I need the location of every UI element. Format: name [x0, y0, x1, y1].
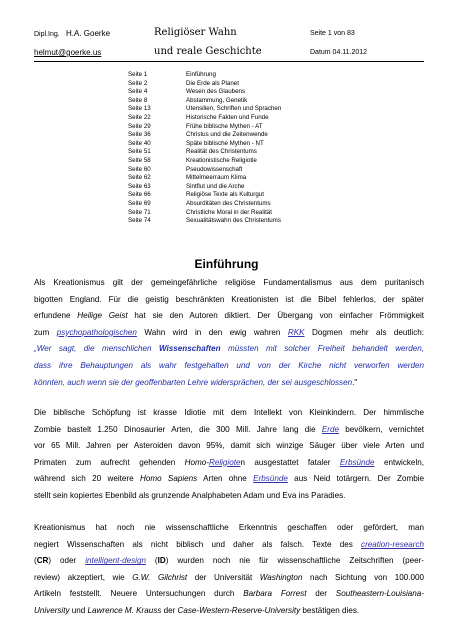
toc-page: Seite 29: [128, 122, 151, 130]
text-line: Die biblische Schöpfung ist krasse Idiotie mit dem Intellekt von Kleinkindern. Der himmlische: [34, 408, 424, 417]
document-date: Datum 04.11.2012: [310, 49, 368, 56]
toc-page: Seite 63: [128, 182, 151, 190]
text-span: Case-Western-Reserve-University: [177, 605, 301, 615]
text-span: und: [69, 605, 88, 615]
text-span: Homo Sapiens: [139, 474, 198, 484]
toc-page: Seite 4: [128, 88, 148, 96]
toc-page: Seite 62: [128, 174, 151, 182]
toc-title: Absurditäten des Christentums: [186, 199, 271, 207]
erbsuende-link[interactable]: Erbsünde: [339, 457, 375, 467]
toc-page: Seite 8: [128, 96, 148, 104]
toc-title: Späte biblische Mythen - NT: [186, 139, 264, 147]
text-span: Barbara Forrest: [243, 589, 307, 599]
text-span: während sich 20 weitere: [34, 474, 140, 484]
text-line: [34, 455, 424, 472]
text-span: Homo-: [184, 457, 209, 467]
toc-title: Frühe biblische Mythen - AT: [186, 122, 263, 130]
text-span: der Universität: [187, 572, 260, 582]
erbsuende-link[interactable]: Erbsünde: [253, 474, 288, 484]
page-info: Seite 1 von 83: [310, 30, 355, 37]
toc-title: Abstammung, Genetik: [186, 96, 248, 104]
text-span: .": [352, 377, 358, 387]
text-span: der: [306, 589, 336, 599]
section-heading: Einführung: [194, 257, 259, 271]
paragraph-creation: [34, 405, 424, 505]
text-line: [34, 471, 424, 488]
toc-title: Historische Fakten und Funde: [186, 113, 269, 121]
text-span: Wahn wird in den ewig wahren: [136, 327, 288, 337]
text-line: [34, 570, 424, 587]
text-span: review) akzeptiert, wie: [34, 572, 133, 582]
paragraph-intro: [34, 275, 424, 391]
toc-page: Seite 66: [128, 191, 151, 199]
text-span: aus Neid totärgern. Der Zombie: [287, 474, 424, 484]
text-span: Dogmen mehr als deutlich:: [304, 327, 424, 337]
toc-title: Die Erde als Planet: [186, 79, 239, 87]
toc-title: Religiöse Texte als Kulturgut: [186, 191, 264, 199]
text-span: hat sie den Autoren diktiert. Der Übergang von einfacher Frömmigkeit: [127, 311, 424, 321]
toc-page: Seite 1: [128, 71, 148, 78]
text-line: [34, 537, 424, 554]
text-span: Artikeln feststellt. Neuere Untersuchungen durch: [34, 589, 244, 599]
text-line: [34, 603, 424, 620]
toc-page: Seite 74: [128, 217, 151, 225]
quote-line: [34, 375, 424, 392]
document-title-line2: und reale Geschichte: [154, 46, 262, 57]
text-span: Wissenschaften: [158, 344, 221, 354]
text-line: [34, 553, 424, 570]
erde-link[interactable]: Erde: [321, 424, 339, 434]
quote-line: dass ihre Behauptungen als wahr festgehalten und von der Kirche nicht verworfen werden: [34, 360, 424, 370]
header-row-2: [34, 46, 424, 60]
header-row-1: [34, 27, 424, 41]
quote-line: [34, 341, 424, 358]
text-span: nach Sichtung von 100.000: [302, 572, 424, 582]
text-span: Heilige Geist: [77, 311, 128, 321]
text-span: bestätigen dies.: [300, 605, 360, 615]
text-span: Washington: [259, 572, 303, 582]
text-span: G.W. Gilchrist: [132, 572, 188, 582]
text-line: [34, 586, 424, 603]
text-span: Arten ohne: [197, 474, 254, 484]
text-line: bigotten England. Für die geistig beschränkten Kreationisten ist die Bibel fehlerlos, der später: [34, 294, 424, 304]
text-span: University: [34, 605, 70, 615]
toc-title: Realität des Christentums: [186, 148, 257, 156]
intelligent-design-link[interactable]: intelligent-design: [85, 556, 146, 566]
author-prefix: Dipl.Ing.: [34, 31, 60, 38]
toc-title: Kreationistische Religiotie: [186, 156, 257, 164]
text-span: ) wurden noch nie für wissenschaftliche Zeitschriften (peer-: [165, 556, 424, 566]
toc-page: Seite 71: [128, 208, 151, 216]
toc-title: Christus und die Zeitenwende: [186, 131, 268, 139]
toc-title: Wesen des Glaubens: [186, 88, 246, 96]
toc-page: Seite 60: [128, 165, 151, 173]
email-link[interactable]: helmut@goerke.us: [34, 48, 102, 57]
toc-page: Seite 40: [128, 139, 151, 147]
text-line: vor 65 Mill. Jahren per Asteroiden davon 95%, damit sich winzige Säuger über viele Arten und: [34, 441, 424, 451]
text-span: Zombie bastelt 1.250 Dinosaurier Arten, die 300 Mill. Jahre lang die: [34, 424, 322, 434]
text-span: n ausgestattet fataler: [240, 457, 340, 467]
religiote-link[interactable]: Religiote: [208, 457, 241, 467]
toc-title: Sexualitätswahn des Christentums: [186, 217, 281, 225]
toc-title: Mittelmeerraum Klima: [186, 174, 247, 182]
toc-page: Seite 2: [128, 79, 148, 87]
toc-page: Seite 22: [128, 113, 151, 121]
text-span: ID: [157, 556, 166, 566]
text-span: der: [161, 605, 178, 615]
text-span: Lawrence M. Krauss: [87, 605, 162, 615]
text-span: zum: [34, 327, 57, 337]
creation-research-link[interactable]: creation-research: [361, 539, 424, 549]
psychopathologischen-link[interactable]: psychopathologischen: [56, 327, 137, 337]
toc-title: Pseudowissenschaft: [186, 165, 243, 173]
toc-page: Seite 36: [128, 131, 151, 139]
text-line: stellt sein kopiertes Ebenbild als grunzende Analphabeten Adam und Eva ins Paradies.: [34, 490, 346, 500]
toc-page: Seite 51: [128, 148, 151, 156]
header-divider: [34, 61, 424, 62]
document-title-line1: Religiöser Wahn: [154, 27, 237, 38]
text-span: „Wer sagt, die menschlichen: [34, 344, 159, 354]
toc-title: Sintflut und die Arche: [186, 182, 245, 190]
text-line: Kreationismus hat noch nie wissenschaftliche Erkenntnis geschaffen oder gefördert, man: [34, 523, 424, 532]
text-span: könnten, auch wenn sie der geoffenbarten Lehre widersprächen, der sei ausgeschlossen: [34, 377, 353, 387]
toc-title: Christliche Moral in der Realität: [186, 208, 272, 216]
toc-title: Utensilien, Schriften und Sprachen: [186, 105, 282, 113]
text-line: Als Kreationismus gilt der gemeingefährliche religiöse Fundamentalismus aus dem puritanisch: [34, 278, 424, 287]
text-line: [34, 422, 424, 439]
text-span: entwickeln,: [374, 457, 424, 467]
paragraph-science: [34, 520, 424, 620]
toc-page: Seite 58: [128, 156, 151, 164]
text-span: CR: [36, 556, 49, 566]
text-span: erfundene: [34, 311, 78, 321]
author-name: H.A. Goerke: [66, 29, 111, 38]
text-line: [34, 308, 424, 325]
text-span: negiert Wissenschaften als nicht biblisch und daher als falsch. Texte des: [34, 539, 362, 549]
text-span: (: [145, 556, 158, 566]
toc-title: Einführung: [186, 71, 216, 78]
text-span: bevölkern, vernichtet: [338, 424, 424, 434]
text-line: [34, 325, 424, 342]
text-span: (: [34, 556, 37, 566]
text-span: müssten mit solcher Freiheit behandelt werden,: [220, 344, 424, 354]
text-span: ) oder: [48, 556, 86, 566]
text-span: Southeastern-Louisiana-: [335, 589, 424, 599]
toc-page: Seite 69: [128, 199, 151, 207]
rkk-link[interactable]: RKK: [287, 327, 305, 337]
text-span: Primaten zum aufrecht gehenden: [34, 457, 185, 467]
toc-page: Seite 13: [128, 105, 151, 113]
